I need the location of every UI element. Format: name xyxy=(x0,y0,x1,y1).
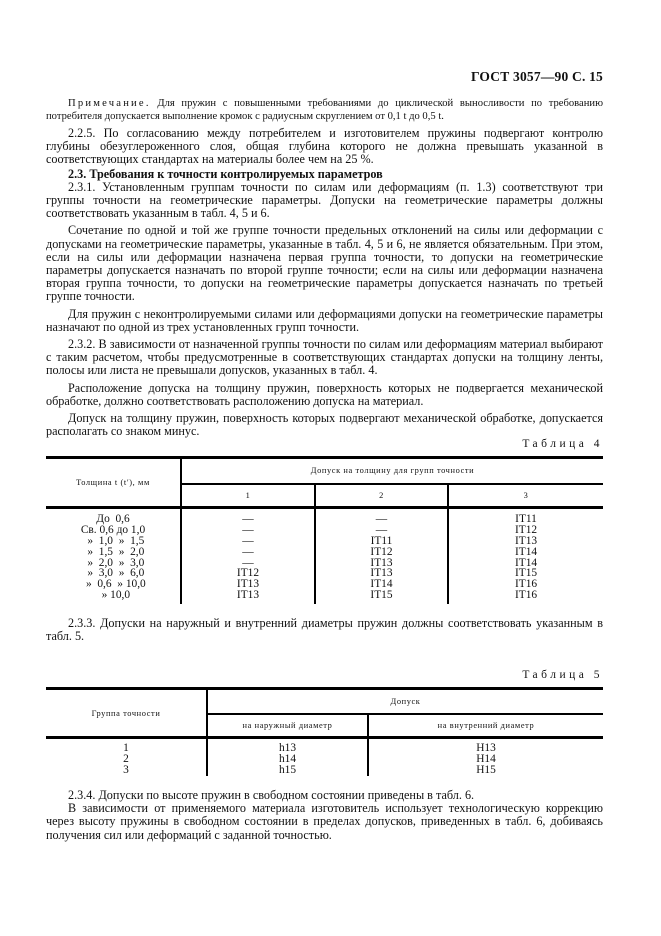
table-4 xyxy=(46,456,603,604)
table-cell: Св. 0,6 до 1,0 xyxy=(80,523,146,536)
paragraph-2-3-2: 2.3.2. В зависимости от назначенной группы точности по силам или деформациям материал выбирают с таким расчетом, чтобы предусмотренные в соответствующих стандартах допуски на толщину ленты, полосы или листа не превышали допусков, указанных в табл. 4. xyxy=(46,337,603,378)
table-cell: IT14 xyxy=(514,545,538,558)
table-4-header-thickness: Толщина t (t′), мм xyxy=(46,458,181,508)
table-5-header-group: Группа точности xyxy=(46,689,207,738)
table-cell: — xyxy=(375,523,388,536)
table-cell: IT13 xyxy=(236,578,260,591)
table-5-col-outer xyxy=(207,738,368,776)
table-cell: 1 xyxy=(123,742,129,754)
text-block-2-3-4 xyxy=(46,789,603,842)
table-cell: IT13 xyxy=(236,589,260,602)
table-cell: IT13 xyxy=(370,567,393,580)
text-block-top xyxy=(46,98,603,438)
table-cell: До 0,6 xyxy=(96,513,130,525)
table-cell: IT13 xyxy=(370,556,393,569)
table-5-subheader-outer: на наружный диаметр xyxy=(207,714,368,738)
table-cell: IT15 xyxy=(514,567,538,580)
table-cell: — xyxy=(242,523,254,536)
page-header: ГОСТ 3057—90 С. 15 xyxy=(470,69,603,84)
table-cell: IT16 xyxy=(514,589,538,602)
table-cell: IT13 xyxy=(514,534,538,547)
note-text: Для пружин с повышенными требованиями до циклической выносливости по требованию потребителя допускается выполнение кромок с радиусным скруглением от 0,1 t до 0,5 t. xyxy=(46,98,603,122)
paragraph-2-3-4: 2.3.4. Допуски по высоте пружин в свободном состоянии приведены в табл. 6. xyxy=(68,788,475,802)
table-cell: » 3,0 » 6,0 xyxy=(81,567,145,580)
text-block-2-3-3 xyxy=(46,617,603,643)
table-cell: h13 xyxy=(278,742,297,754)
table-cell: IT11 xyxy=(370,534,393,547)
table-cell: » 2,0 » 3,0 xyxy=(81,556,145,569)
note-label: Примечание. xyxy=(68,98,151,109)
paragraph-2-2-5: 2.2.5. По согласованию между потребителем и изготовителем пружины подвергают контролю глубины обезуглероженного слоя, общая глубина которого не должна превышать указанной в соответствующих стандартах на материалы более чем на 25 %. xyxy=(46,126,603,167)
table-cell: — xyxy=(242,513,254,525)
table-5-col-group xyxy=(46,738,207,776)
table-5-caption: Таблица 5 xyxy=(522,669,603,681)
table-cell: 2 xyxy=(123,752,129,765)
table-5-col-inner xyxy=(368,738,603,776)
paragraph-2-3-4-b: В зависимости от применяемого материала изготовитель использует технологическую коррекцию через высоту пружины в свободном состоянии в пределах допусков, приведенных в табл. 6, добиваясь получения сил или деформаций с заданной точностью. xyxy=(46,801,603,842)
table-cell: — xyxy=(242,545,254,558)
table-cell: » 1,5 » 2,0 xyxy=(81,545,145,558)
table-cell: » 10,0 xyxy=(95,589,131,602)
table-cell: h15 xyxy=(278,763,297,776)
table-cell: » 1,0 » 1,5 xyxy=(81,534,145,547)
table-4-header-group: Допуск на толщину для групп точности xyxy=(181,458,603,484)
table-cell: IT11 xyxy=(515,513,537,525)
table-cell: IT16 xyxy=(514,578,538,591)
table-4-subheader-2: 2 xyxy=(315,484,448,508)
table-4-caption: Таблица 4 xyxy=(522,438,603,450)
paragraph-2-3-1-b: Сочетание по одной и той же группе точности предельных отклонений на силы или деформации с допусками на геометрические параметры, указанные в табл. 4, 5 и 6, не является обязательным. При этом, если на силы или деформации назначена первая группа точности, то допуски на геометрические параметры допускается назначать по второй группе точности; если на силы или деформации назначена вторая группа точности, то допуски на геометрические параметры допускается назначать по третьей группе точности. xyxy=(46,223,603,304)
table-cell: H13 xyxy=(476,742,496,754)
paragraph-2-3-2-b: Расположение допуска на толщину пружин, поверхность которых не подвергается механической обработке, должно соответствовать расположению допуска на материал. xyxy=(46,380,603,408)
table-5 xyxy=(46,687,603,776)
table-cell: IT12 xyxy=(370,545,393,558)
table-cell: — xyxy=(375,513,388,525)
table-cell: 3 xyxy=(123,763,129,776)
table-cell: H14 xyxy=(476,752,496,765)
table-4-subheader-3: 3 xyxy=(448,484,603,508)
paragraph-2-3-1: 2.3.1. Установленным группам точности по силам или деформациям (п. 1.3) соответствуют три группы точности на геометрические параметры. Допуски на геометрические параметры должны соответствовать указанным в табл. 4, 5 и 6. xyxy=(46,179,603,221)
paragraph-2-3-2-c: Допуск на толщину пружин, поверхность которых подвергают механической обработке, допускается располагать со знаком минус. xyxy=(46,411,603,439)
table-5-header-tolerance: Допуск xyxy=(207,689,603,714)
table-5-subheader-inner: на внутренний диаметр xyxy=(368,714,603,738)
table-4-col-thickness xyxy=(46,508,181,605)
section-title-2-3: 2.3. Требования к точности контролируемых параметров xyxy=(68,166,383,181)
table-4-col-group-1 xyxy=(181,508,315,605)
note-paragraph xyxy=(46,98,603,123)
table-cell: IT14 xyxy=(370,578,393,591)
table-cell: — xyxy=(242,556,254,569)
table-cell: IT12 xyxy=(514,523,538,536)
table-4-col-group-2 xyxy=(315,508,448,605)
table-4-subheader-1: 1 xyxy=(181,484,315,508)
table-cell: h14 xyxy=(278,752,297,765)
paragraph-2-3-3: 2.3.3. Допуски на наружный и внутренний диаметры пружин должны соответствовать указанным в табл. 5. xyxy=(46,616,603,644)
table-4-col-group-3 xyxy=(448,508,603,605)
table-cell: » 0,6 » 10,0 xyxy=(80,578,146,591)
table-cell: — xyxy=(242,534,254,547)
paragraph-2-3-1-c: Для пружин с неконтролируемыми силами или деформациями допуски на геометрические параметры назначают по одной из трех установленных групп точности. xyxy=(46,306,603,334)
table-cell: IT12 xyxy=(236,567,260,580)
table-cell: H15 xyxy=(476,763,496,776)
table-cell: IT15 xyxy=(370,589,393,602)
table-cell: IT14 xyxy=(514,556,538,569)
